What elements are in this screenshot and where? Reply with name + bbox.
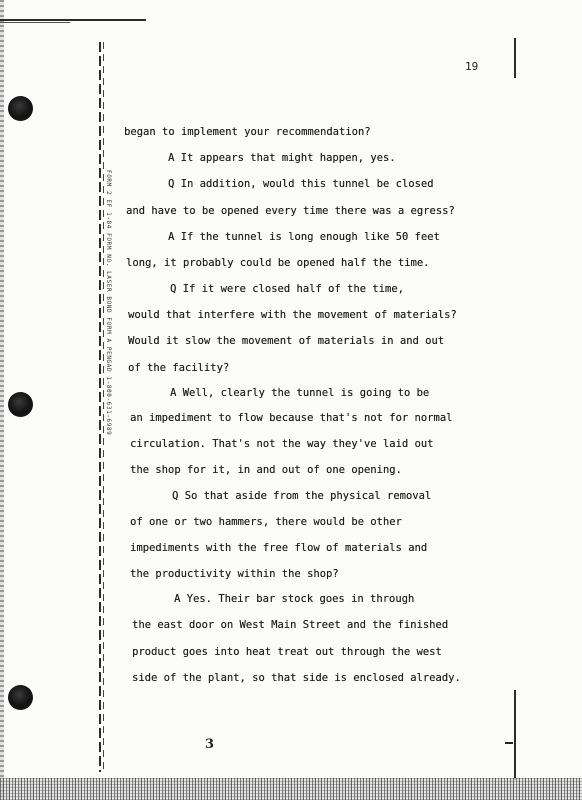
transcript-line: Would it slow the movement of materials in and out xyxy=(128,335,445,347)
transcript-line: and have to be opened every time there was a egress? xyxy=(126,205,455,217)
transcript-line: Q If it were closed half of the time, xyxy=(170,283,404,295)
bottom-handwritten-mark: 3 xyxy=(205,737,215,752)
transcript-line: circulation. That's not the way they've laid out xyxy=(130,438,434,450)
transcript-line: A If the tunnel is long enough like 50 feet xyxy=(168,231,440,243)
left-margin-rule xyxy=(99,42,101,772)
top-rule xyxy=(0,19,146,21)
transcript-line: the shop for it, in and out of one opening. xyxy=(130,464,402,476)
transcript-line: the east door on West Main Street and the finished xyxy=(132,619,449,631)
top-rule-secondary xyxy=(0,22,70,23)
transcript-line: impediments with the free flow of materials and xyxy=(130,542,428,554)
transcript-line: A It appears that might happen, yes. xyxy=(168,152,396,164)
transcript-line: A Yes. Their bar stock goes in through xyxy=(174,593,415,605)
transcript-line: began to implement your recommendation? xyxy=(124,126,371,138)
transcript-line: side of the plant, so that side is enclosed already. xyxy=(132,672,461,684)
right-margin-rule-top xyxy=(514,38,516,78)
bottom-right-tick xyxy=(505,742,513,744)
transcript-line: A Well, clearly the tunnel is going to be xyxy=(170,387,430,399)
punch-hole-icon xyxy=(8,685,33,710)
transcript-line: the productivity within the shop? xyxy=(130,568,339,580)
transcript-line: of the facility? xyxy=(128,362,230,374)
transcript-line: of one or two hammers, there would be other xyxy=(130,516,402,528)
scan-edge-bottom xyxy=(0,778,582,800)
page-number: 19 xyxy=(465,60,479,73)
scan-edge-left xyxy=(0,0,4,800)
transcript-line: an impediment to flow because that's not for normal xyxy=(130,412,453,424)
punch-hole-icon xyxy=(8,392,33,417)
transcript-line: Q So that aside from the physical removal xyxy=(172,490,432,502)
right-margin-rule-bottom xyxy=(514,690,516,780)
transcript-line: product goes into heat treat out through the west xyxy=(132,646,442,658)
margin-form-print: FORM 2 EF 1-84 FORM NO. LASER BOND FORM A PENGAD 1-800-631-6989 xyxy=(105,170,112,436)
transcript-line: long, it probably could be opened half the time. xyxy=(126,257,430,269)
punch-hole-icon xyxy=(8,96,33,121)
transcript-line: would that interfere with the movement of materials? xyxy=(128,309,457,321)
transcript-line: Q In addition, would this tunnel be closed xyxy=(168,178,434,190)
